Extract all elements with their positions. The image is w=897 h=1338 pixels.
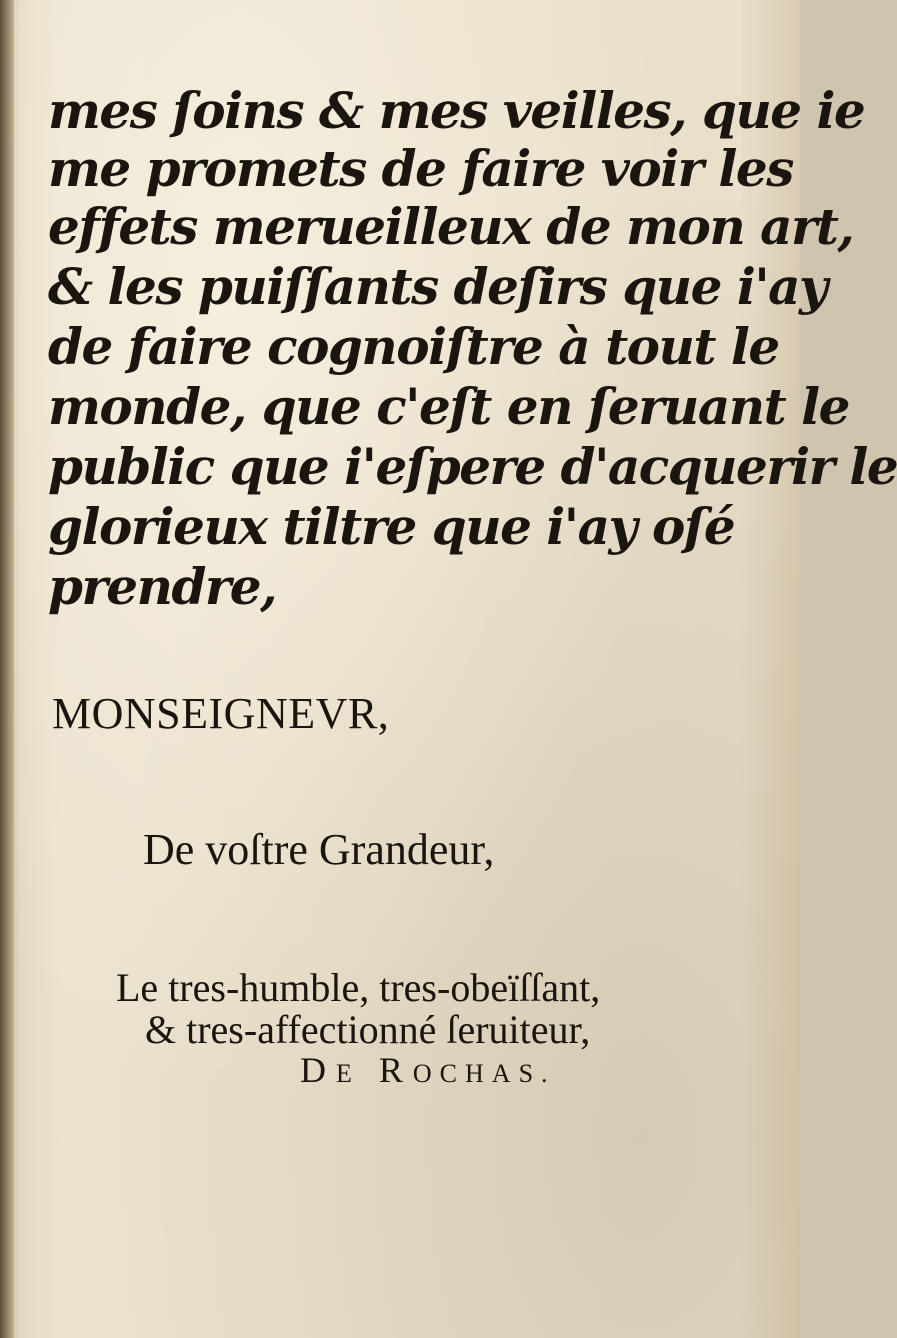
body-line-1: mes ſoins & mes veilles, que ie bbox=[48, 81, 865, 140]
body-line-6: monde, que c'eſt en ſeruant le bbox=[48, 377, 849, 436]
salutation-heading: MONSEIGNEVR, bbox=[52, 689, 390, 738]
body-line-4: & les puiſſants deſirs que i'ay bbox=[48, 257, 827, 316]
signature-initial-2: R bbox=[378, 1050, 413, 1090]
signature-initial-1: D bbox=[300, 1050, 336, 1090]
closing-line-2: & tres-affectionné ſeruiteur, bbox=[145, 1007, 591, 1052]
signature-rest-2: OCHAS. bbox=[412, 1059, 556, 1088]
body-line-5: de faire cognoiſtre à tout le bbox=[48, 317, 779, 376]
body-line-7: public que i'eſpere d'acquerir le bbox=[48, 437, 897, 496]
signature-rest-1: E bbox=[336, 1059, 360, 1088]
body-line-9: prendre, bbox=[48, 557, 276, 616]
body-line-2: me promets de faire voir les bbox=[48, 139, 793, 198]
body-line-3: effets merueilleux de mon art, bbox=[48, 197, 854, 256]
body-line-8: glorieux tiltre que i'ay oſé bbox=[48, 497, 735, 556]
from-line: De voſtre Grandeur, bbox=[143, 825, 495, 874]
signature bbox=[300, 1052, 556, 1088]
closing-line-1: Le tres-humble, tres-obeïſſant, bbox=[116, 965, 601, 1010]
